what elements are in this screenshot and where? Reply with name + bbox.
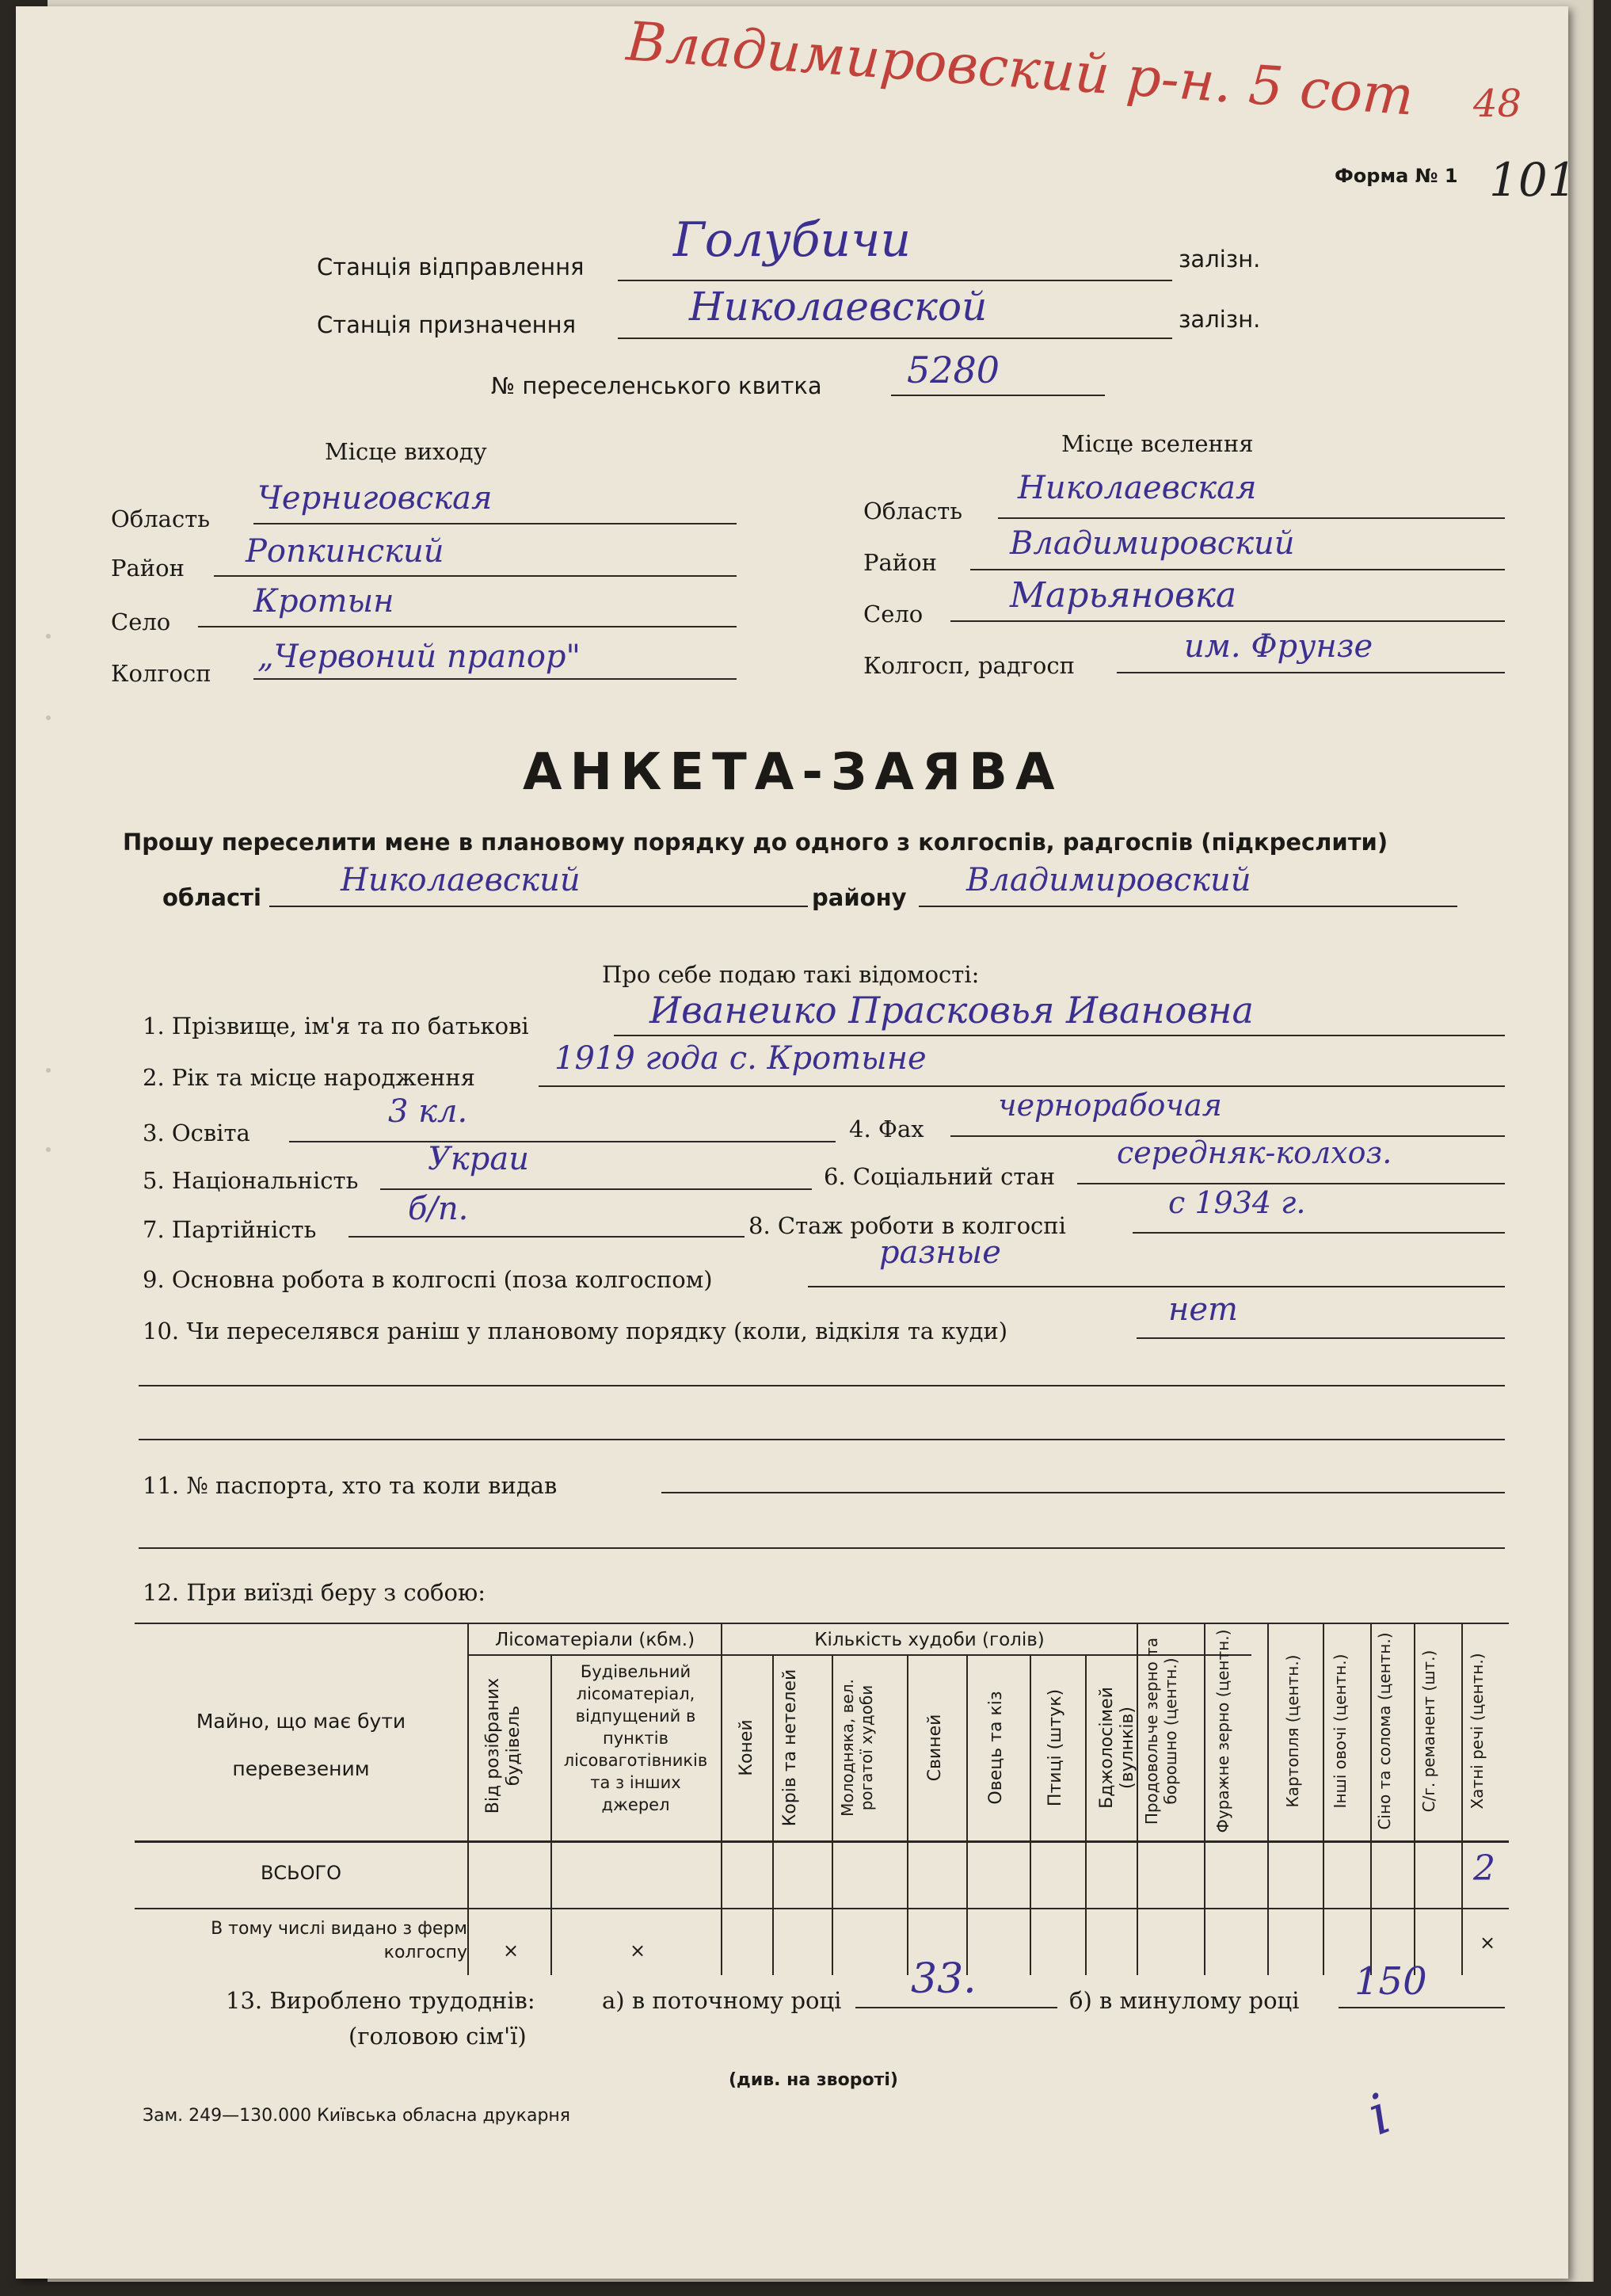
q11-line: [661, 1492, 1505, 1493]
workdays-current-value: 33.: [911, 1955, 977, 2003]
cross-mark: ×: [1480, 1932, 1496, 1954]
q6-line: [1077, 1183, 1505, 1184]
dest-raion-label: Район: [863, 549, 937, 576]
table-border: [135, 1840, 1509, 1843]
cattle-col-poultry: Птиці (штук): [1045, 1688, 1065, 1807]
q7-value: б/п.: [408, 1191, 469, 1227]
table-border: [1030, 1654, 1031, 1975]
origin-raion-value: Ропкинский: [246, 533, 444, 570]
q8-line: [1133, 1232, 1505, 1234]
departure-value: Голубичи: [673, 212, 912, 268]
q4-value: чернорабочая: [998, 1088, 1222, 1123]
table-border: [467, 1654, 721, 1656]
form-title: АНКЕТА-ЗАЯВА: [523, 743, 1063, 802]
dest-kolhosp-label: Колгосп, радгосп: [863, 652, 1075, 679]
q9-value: разные: [879, 1234, 1001, 1271]
col-household: Хатні речі (центн.): [1468, 1653, 1487, 1810]
origin-oblast-value: Черниговская: [257, 480, 493, 517]
cross-mark: ×: [503, 1939, 520, 1962]
timber-col-other: Будівельний лісоматеріал, відпущений в пунктів лісоваготівників та з інших джерел: [563, 1662, 708, 1814]
ticket-line: [891, 395, 1105, 396]
q11-extra-line: [139, 1547, 1505, 1549]
origin-oblast-line: [253, 523, 737, 524]
table-border: [467, 1623, 469, 1975]
table-border: [1323, 1623, 1324, 1975]
q2-value: 1919 года с. Кротыне: [554, 1040, 927, 1077]
workdays-last-line: [1339, 2007, 1505, 2008]
ticket-label: № переселенського квитка: [491, 372, 822, 399]
request-text: Прошу переселити мене в плановому порядку до одного з колгоспів, радгоспів (підкреслити): [123, 829, 1388, 856]
dest-oblast-line: [998, 517, 1505, 519]
q8-value: с 1934 г.: [1168, 1185, 1306, 1220]
q10-label: 10. Чи переселявся раніш у плановому порядку (коли, відкіля та куди): [143, 1318, 1008, 1344]
table-border: [135, 1908, 1509, 1909]
col-food-grain: Продовольче зерно та борошно (центн.): [1142, 1637, 1180, 1825]
form-label: Форма № 1: [1335, 165, 1458, 187]
workdays-current-line: [855, 2007, 1057, 2008]
dest-raion-line: [970, 569, 1505, 570]
cattle-header: Кількість худоби (голів): [814, 1630, 1045, 1650]
q1-value: Иванеико Прасковья Ивановна: [649, 989, 1254, 1032]
dest-kolhosp-value: им. Фрунзе: [1184, 628, 1373, 665]
q10-extra-line: [139, 1385, 1505, 1386]
destination-label: Станція призначення: [317, 311, 577, 338]
about-intro: Про себе подаю такі відомості:: [602, 961, 980, 988]
request-oblast-value: Николаевский: [341, 862, 581, 898]
q1-label: 1. Прізвище, ім'я та по батькові: [143, 1013, 529, 1039]
row-issued-label: В тому числі видано з ферм колгоспу: [211, 1919, 467, 1962]
table-border: [1085, 1654, 1087, 1975]
col-fodder-grain: Фуражне зерно (центн.): [1213, 1629, 1232, 1833]
q3-value: 3 кл.: [388, 1093, 468, 1130]
row-total-label: ВСЬОГО: [260, 1862, 342, 1884]
origin-kolhosp-value: „Червоний прапор": [257, 639, 581, 675]
corner-note: Владимировский р-н. 5 сот: [624, 10, 1416, 128]
q1-line: [614, 1035, 1505, 1036]
table-border: [721, 1623, 722, 1975]
dest-kolhosp-line: [1117, 672, 1505, 673]
destination-suffix: залізн.: [1179, 306, 1261, 333]
q9-line: [808, 1286, 1505, 1287]
timber-header: Лісоматеріали (кбм.): [494, 1630, 695, 1650]
printer-imprint: Зам. 249—130.000 Київська обласна друкарня: [143, 2106, 571, 2126]
workdays-last-label: б) в минулому році: [1069, 1987, 1300, 2014]
cattle-col-horses: Коней: [737, 1719, 756, 1776]
q10-value: нет: [1168, 1291, 1238, 1328]
col-hay: Сіно та солома (центн.): [1375, 1632, 1394, 1830]
dest-raion-value: Владимировский: [1010, 525, 1295, 562]
cattle-col-young: Молодняка, вел. рогатої худоби: [838, 1679, 876, 1817]
departure-label: Станція відправлення: [317, 254, 585, 280]
origin-kolhosp-label: Колгосп: [111, 660, 211, 687]
destination-heading: Місце вселення: [1061, 430, 1254, 457]
request-oblast-label: області: [162, 884, 261, 911]
q3-line: [289, 1141, 836, 1142]
q5-line: [380, 1188, 812, 1190]
punch-hole: [46, 634, 51, 639]
origin-kolhosp-line: [253, 678, 737, 680]
origin-raion-line: [214, 575, 737, 577]
table-border: [1370, 1623, 1372, 1975]
q5-label: 5. Національність: [143, 1167, 359, 1194]
cattle-col-bees: Бджолосімей (вулнків): [1097, 1687, 1137, 1809]
workdays-last-value: 150: [1354, 1959, 1427, 2004]
request-oblast-line: [269, 906, 808, 907]
dest-selo-label: Село: [863, 601, 924, 627]
q6-label: 6. Соціальний стан: [824, 1163, 1056, 1190]
ink-mark: і: [1359, 2081, 1399, 2149]
workdays-label: 13. Вироблено трудоднів:: [226, 1987, 535, 2014]
table-border: [832, 1654, 833, 1975]
q8-label: 8. Стаж роботи в колгоспі: [748, 1212, 1066, 1239]
table-border: [907, 1654, 908, 1975]
q3-label: 3. Освіта: [143, 1119, 250, 1146]
cross-mark: ×: [630, 1939, 646, 1962]
request-raion-value: Владимировский: [966, 862, 1251, 898]
table-border: [772, 1654, 774, 1975]
dest-oblast-value: Николаевская: [1018, 470, 1257, 506]
table-border: [1414, 1623, 1415, 1975]
ticket-value: 5280: [907, 349, 1000, 391]
timber-col-dismantled: Від розібраних будівель: [483, 1677, 524, 1814]
departure-line: [618, 280, 1172, 281]
origin-oblast-label: Область: [111, 505, 211, 532]
q2-line: [539, 1085, 1505, 1087]
dest-selo-value: Марьяновка: [1010, 575, 1237, 616]
property-table: [135, 1623, 1509, 1975]
property-header: Майно, що має бути перевезеним: [196, 1710, 406, 1780]
form-number: 101: [1489, 153, 1577, 207]
form-sheet: [16, 6, 1577, 2279]
cattle-col-pigs: Свиней: [925, 1714, 945, 1782]
page-number: 48: [1473, 82, 1522, 126]
table-border: [966, 1654, 968, 1975]
table-border: [1267, 1623, 1269, 1975]
destination-value: Николаевской: [689, 284, 988, 330]
q6-value: середняк-колхоз.: [1117, 1135, 1392, 1170]
table-border: [550, 1654, 552, 1975]
workdays-sub-label: (головою сім'ї): [348, 2023, 527, 2050]
col-implements: С/г. реманент (шт.): [1419, 1650, 1438, 1813]
table-border: [135, 1623, 1509, 1624]
q4-label: 4. Фах: [849, 1116, 924, 1142]
punch-hole: [46, 1068, 51, 1073]
workdays-current-label: а) в поточному році: [602, 1987, 842, 2014]
col-potatoes: Картопля (центн.): [1283, 1654, 1302, 1808]
q9-label: 9. Основна робота в колгоспі (поза колгоспом): [143, 1266, 713, 1293]
q7-line: [348, 1236, 745, 1238]
dest-selo-line: [950, 620, 1505, 622]
row-total-household-value: 2: [1473, 1848, 1495, 1889]
q10-extra-line: [139, 1439, 1505, 1440]
request-raion-label: району: [812, 884, 907, 911]
punch-hole: [46, 1147, 51, 1152]
see-back-note: (див. на звороті): [729, 2070, 898, 2090]
destination-line: [618, 338, 1172, 339]
cattle-col-cows: Корів та нетелей: [780, 1669, 800, 1827]
table-border: [1461, 1623, 1463, 1975]
punch-hole: [46, 715, 51, 720]
dest-oblast-label: Область: [863, 498, 963, 524]
origin-heading: Місце виходу: [325, 438, 487, 465]
q5-value: Украи: [428, 1141, 530, 1177]
cattle-col-sheep: Овець та кіз: [986, 1691, 1006, 1805]
q11-label: 11. № паспорта, хто та коли видав: [143, 1472, 558, 1499]
q10-line: [1137, 1337, 1505, 1339]
origin-selo-label: Село: [111, 608, 171, 635]
table-border: [1204, 1623, 1205, 1975]
q12-label: 12. При виїзді беру з собою:: [143, 1579, 486, 1606]
request-raion-line: [919, 906, 1457, 907]
col-vegetables: Інші овочі (центн.): [1331, 1653, 1350, 1809]
q2-label: 2. Рік та місце народження: [143, 1064, 475, 1091]
departure-suffix: залізн.: [1179, 246, 1261, 273]
origin-selo-line: [198, 626, 737, 627]
origin-selo-value: Кротын: [253, 583, 394, 620]
origin-raion-label: Район: [111, 555, 185, 582]
q7-label: 7. Партійність: [143, 1216, 317, 1243]
